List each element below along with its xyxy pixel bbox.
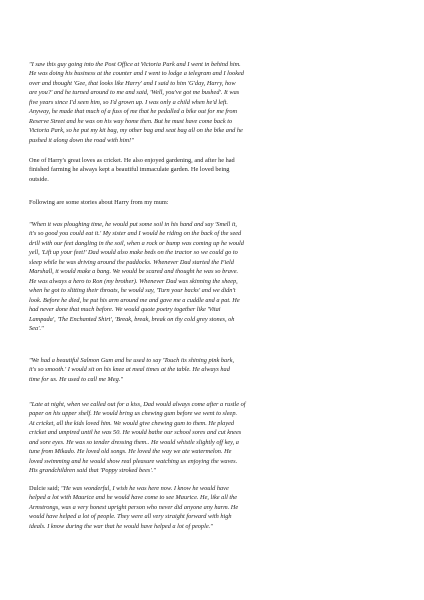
text-line: Following are some stories about Harry from my mum: xyxy=(29,199,169,206)
text-line: cricket and umpired until he was 50. He would bathe our school sores and cut knees xyxy=(29,429,242,437)
text-line: are you?' and he turned around to me and said, 'Well, you've got me bushed'. It was xyxy=(29,89,240,97)
text-line: "Late at night, when we called out for a kiss, Dad would always come after a rustle of xyxy=(29,401,246,408)
text-line: yell, 'Lift up your feet!' Dad would also make beds on the tractor so we could go to xyxy=(29,249,238,257)
text-line: He was always a hero to Ron (my brother). Whenever Dad was skinning the sheep, xyxy=(29,277,238,285)
text-line: time for us. He used to call me Meg." xyxy=(29,375,123,383)
dulcie-lead: Dulcie said; xyxy=(29,485,61,492)
text-line: had never done that much before. We would quote poetry together like 'Vitai xyxy=(29,306,221,314)
text-line: Anyway, he made that much of a fuss of me that he pedalled a bike out for me from xyxy=(29,108,238,116)
text-line: Victoria Park, so he put my kit bag, my other bag and seat bag all on the bike and he xyxy=(29,127,243,135)
text-line: tune from Mikado. He loved old songs. He loved the way we ate watermelon. He xyxy=(29,448,232,456)
text-line: ideals. I know during the war that he would have helped a lot of people." xyxy=(29,522,213,530)
text-line: sleep while he was driving around the paddocks. Whenever Dad started the Field xyxy=(29,258,234,266)
paragraph-late-at-night xyxy=(29,400,369,476)
paragraph-salmon-gum xyxy=(29,356,369,384)
text-line: Sea'." xyxy=(29,324,44,332)
paragraph-stories-intro xyxy=(29,198,369,207)
text-line: "We had a beautiful Salmon Gum and he used to say 'Touch its shining pink bark, xyxy=(29,357,235,364)
paragraph-post-office-story xyxy=(29,60,369,145)
text-line: finished farming he always kept a beautiful immaculate garden. He loved being xyxy=(29,166,230,174)
text-line: five years since I'd seen him, so I'd grown up. I was only a child when he'd left. xyxy=(29,98,228,106)
text-line: He was doing his business at the counter and I went to lodge a telegram and I looked xyxy=(29,70,244,78)
paragraph-ploughing-story xyxy=(29,220,369,333)
text-line xyxy=(29,484,369,493)
text-line: outside. xyxy=(29,175,49,183)
text-line: Marshall, it would make a bang. We would be scared and thought he was so brave. xyxy=(29,268,239,276)
text-line: it's so smooth.' I would sit on his knee at meal times at the table. He always had xyxy=(29,366,230,374)
text-line: look. Before he died, he put his arm around me and gave me a cuddle and a pat. He xyxy=(29,296,240,304)
text-line: His grandchildren said that 'Poppy stroked bees'." xyxy=(29,467,156,475)
text-line: and sore eyes. He was so tender dressing them.. He would whistle slightly off key, a xyxy=(29,438,239,446)
paragraph-cricket-gardening xyxy=(29,156,369,184)
text-line: One of Harry's great loves as cricket. He also enjoyed gardening, and after he had xyxy=(29,157,235,164)
paragraph-dulcie-said xyxy=(29,484,369,531)
dulcie-quote-start: "He was wonderful, I wish he was here now. I know he would have xyxy=(60,485,229,492)
text-line: over and thought 'Gee, that looks like Harry' and I said to him 'G'day, Harry, how xyxy=(29,79,236,87)
text-line: "When it was ploughing time, he would put some soil in his hand and say 'Smell it, xyxy=(29,221,237,228)
text-line: drill with our feet dangling in the soil, when a rock or bump was coming up he would xyxy=(29,239,244,247)
text-line: Reserve Street and he was on his way home then. But he must have come back to xyxy=(29,117,233,125)
text-line: loved swimming and he would show real pleasure watching us enjoying the waves. xyxy=(29,457,238,465)
text-line: Lampada', 'The Enchanted Shirt', 'Break, break, break on thy cold grey stones, oh xyxy=(29,315,235,323)
text-line: "I saw this guy going into the Post Office at Victoria Park and I went in behind him. xyxy=(29,61,241,68)
text-line: would have helped a lot of people. They were all very straight forward with high xyxy=(29,513,232,521)
text-line: helped a lot with Maurice and he would have come to see Maurice. He, like all the xyxy=(29,494,238,502)
text-line: At cricket, all the kids loved him. We would give chewing gum to them. He played xyxy=(29,419,235,427)
text-line: paper on his upper shelf. He would bring us chewing gum before we went to sleep. xyxy=(29,410,238,418)
text-line: Armstrongs, was a very honest upright person who never did anyone any harm. He xyxy=(29,503,239,511)
text-line: pushed it along down the road with him!" xyxy=(29,136,134,144)
text-line: when he got to slitting their throats, he would say, 'Turn your backs' and we didn't xyxy=(29,287,236,295)
text-line: it's so good you could eat it.' My sister and I would be riding on the back of the seed xyxy=(29,230,242,238)
